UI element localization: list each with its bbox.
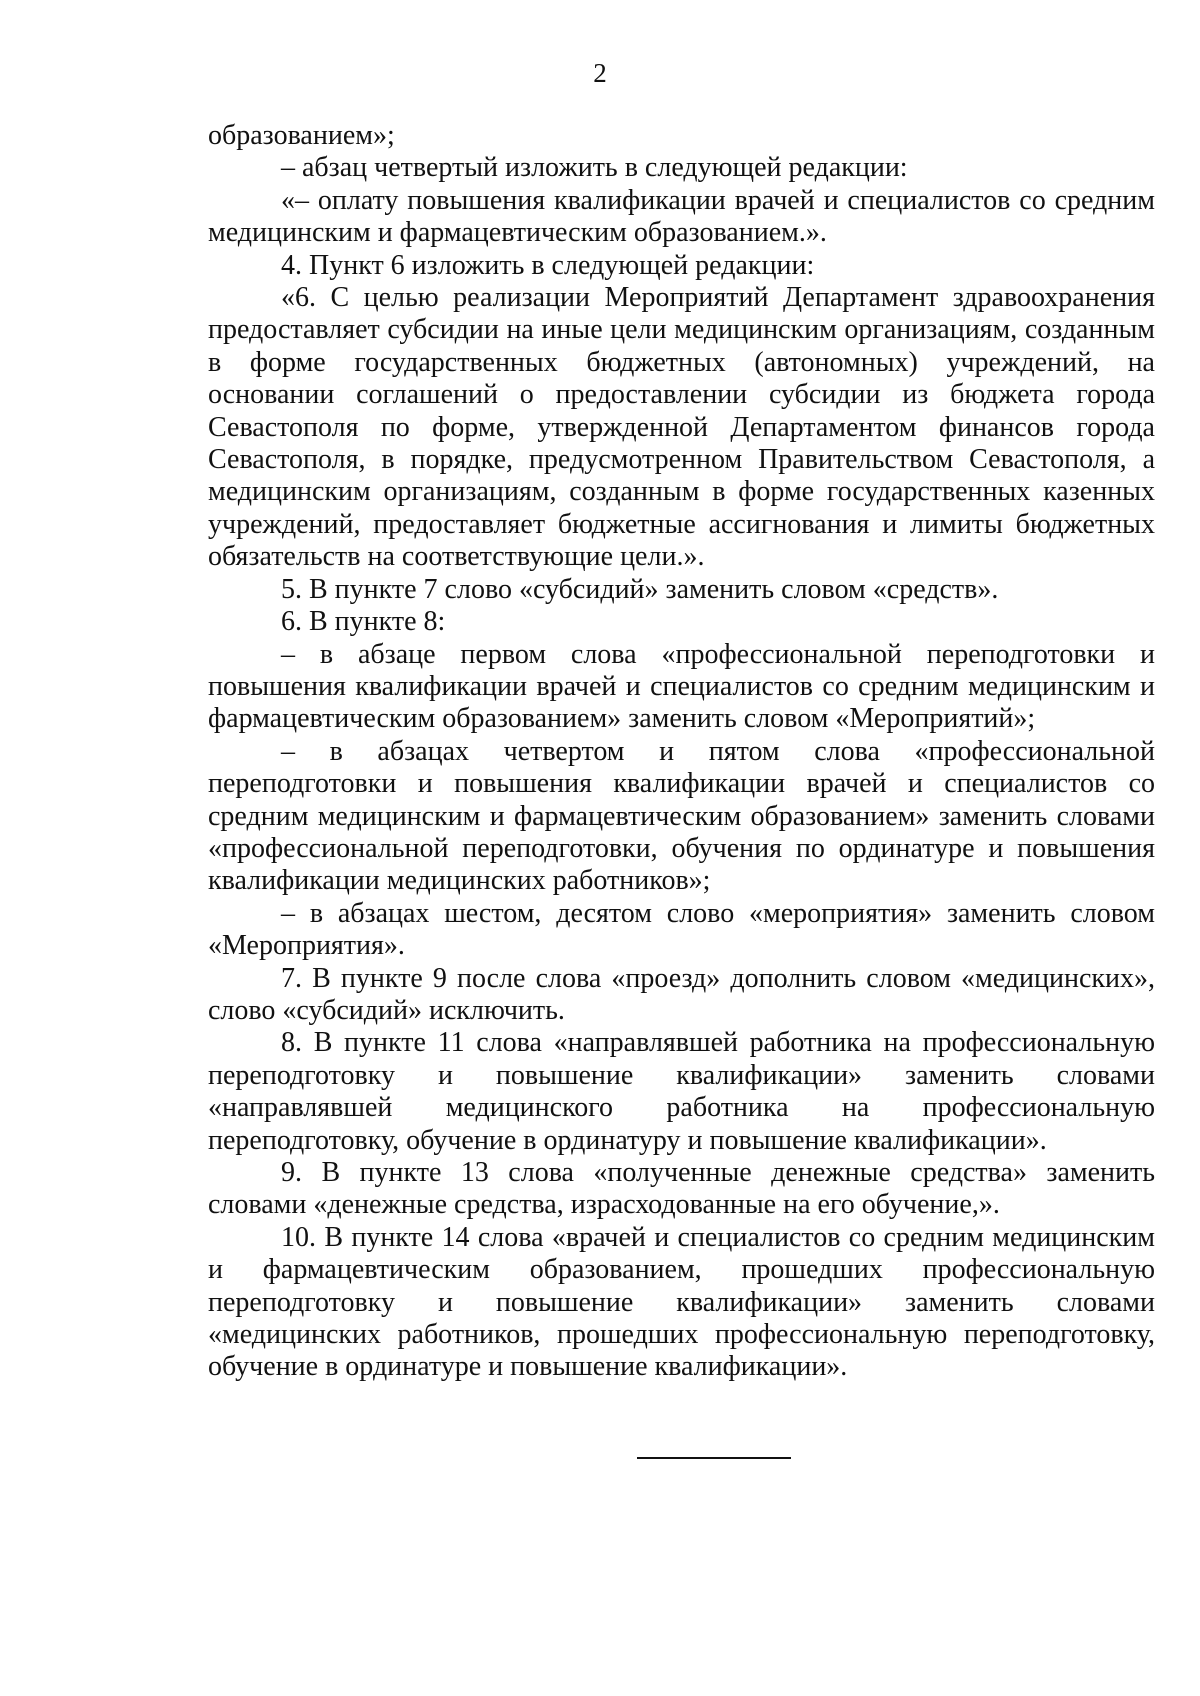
paragraph-item-8: 8. В пункте 11 слова «направлявшей работника на профессиональную переподготовку и повышение квалификации» заменить словами «направлявшей медицинского работника на профессиональную переподготовку, обучение в ординатуру и повышение квалификации».	[208, 1027, 1155, 1156]
paragraph-item-7: 7. В пункте 9 после слова «проезд» дополнить словом «медицинских», слово «субсидий» исключить.	[208, 962, 1155, 1026]
closing-rule	[637, 1457, 791, 1459]
paragraph-item-10: 10. В пункте 14 слова «врачей и специалистов со средним медицинским и фармацевтическим образованием, прошедших профессиональную переподготовку и повышение квалификации» заменить словами «медицинских работников, прошедших профессиональную переподготовку, обучение в ординатуре и повышение квалификации».	[208, 1221, 1155, 1383]
page-number: 2	[593, 58, 607, 88]
paragraph-item-6-fourth-fifth-subparagraphs: – в абзацах четвертом и пятом слова «профессиональной переподготовки и повышения квалификации врачей и специалистов со средним медицинским и фармацевтическим образованием» заменить словами «профессиональной переподготовки, обучения по ординатуре и повышения квалификации медицинских работников»;	[208, 735, 1155, 897]
paragraph-continuation: образованием»;	[208, 120, 395, 151]
document-body	[208, 120, 1155, 1384]
paragraph-new-wording-training-payment: «– оплату повышения квалификации врачей и специалистов со средним медицинским и фармацевтическим образованием.».	[208, 184, 1155, 249]
paragraph-item-5: 5. В пункте 7 слово «субсидий» заменить словом «средств».	[281, 573, 999, 605]
paragraph-item-9: 9. В пункте 13 слова «полученные денежные средства» заменить словами «денежные средства, израсходованные на его обучение,».	[208, 1157, 1155, 1221]
paragraph-item-6-first-subparagraph: – в абзаце первом слова «профессиональной переподготовки и повышения квалификации врачей и специалистов со средним медицинским и фармацевтическим образованием» заменить словом «Мероприятий»;	[208, 638, 1155, 735]
paragraph-amend-fourth-subparagraph: – абзац четвертый изложить в следующей редакции:	[281, 152, 908, 184]
paragraph-item-6-sixth-tenth-subparagraphs: – в абзацах шестом, десятом слово «мероприятия» заменить словом «Мероприятия».	[208, 897, 1155, 962]
paragraph-item-6: 6. В пункте 8:	[281, 606, 446, 638]
paragraph-item-4: 4. Пункт 6 изложить в следующей редакции:	[281, 249, 815, 281]
paragraph-new-point-6: «6. С целью реализации Мероприятий Департамент здравоохранения предоставляет субсидии на иные цели медицинским организациям, созданным в форме государственных бюджетных (автономных) учреждений, на основании соглашений о предоставлении субсидии из бюджета города Севастополя по форме, утвержденной Департаментом финансов города Севастополя, в порядке, предусмотренном Правительством Севастополя, а медицинским организациям, созданным в форме государственных казенных учреждений, предоставляет бюджетные ассигнования и лимиты бюджетных обязательств на соответствующие цели.».	[208, 282, 1155, 573]
